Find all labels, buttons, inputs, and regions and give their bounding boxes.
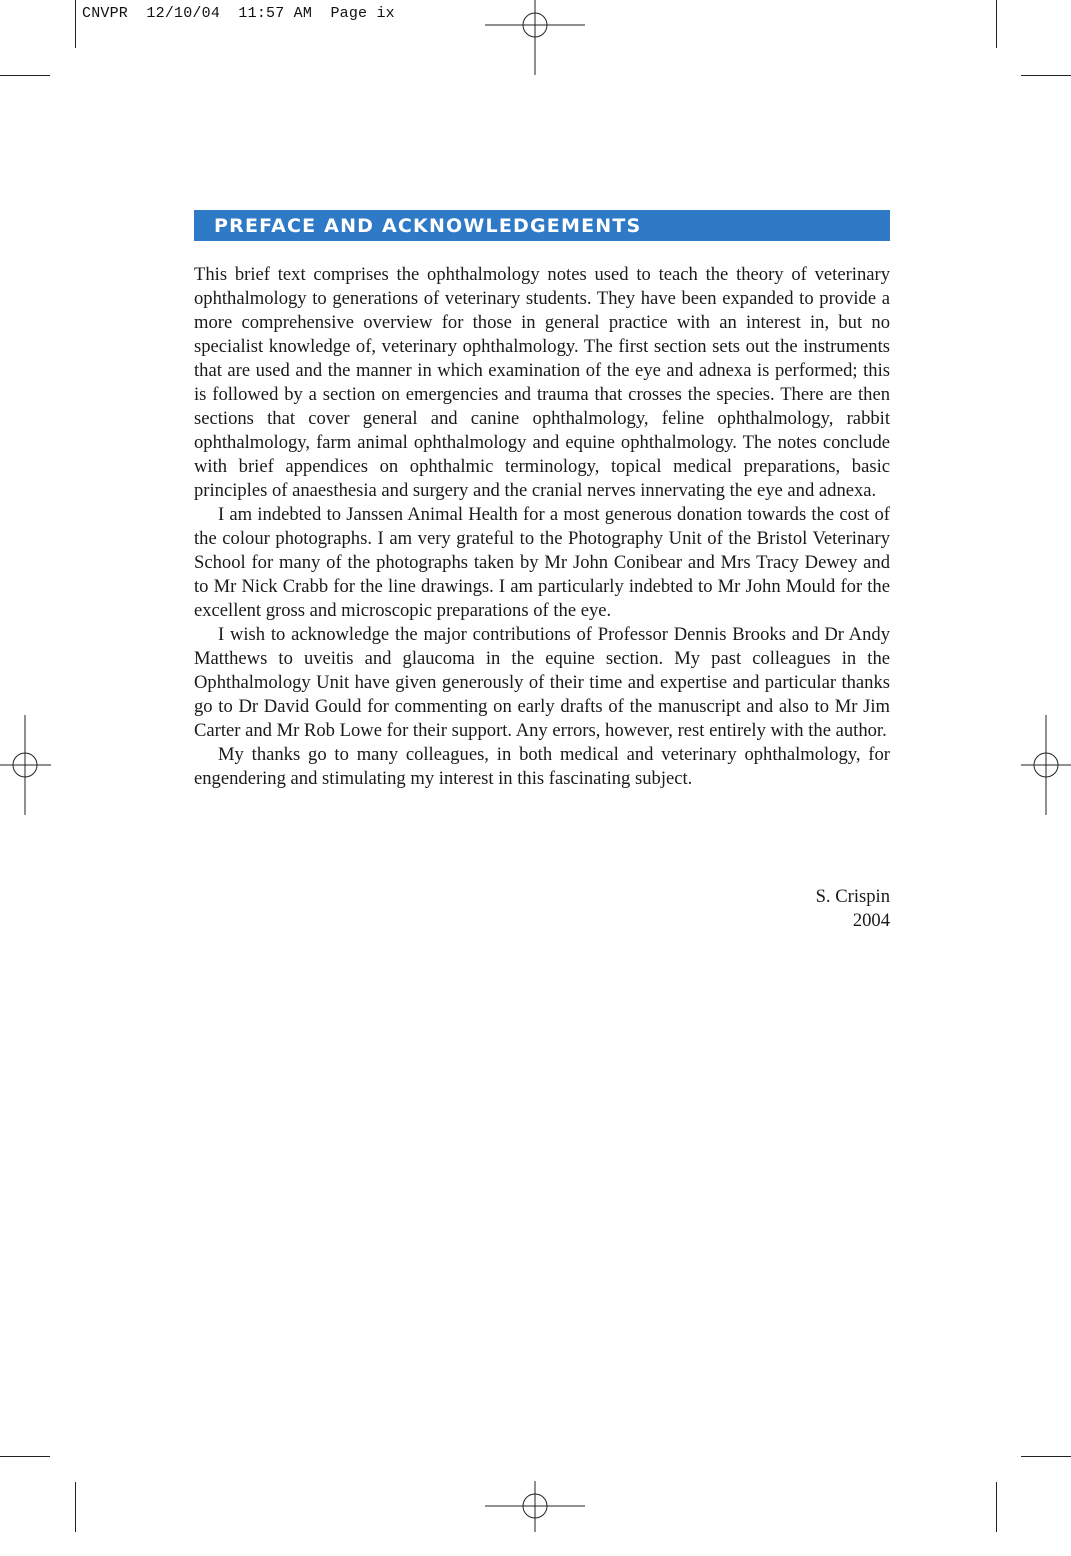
crop-mark-top-left-horizontal (0, 75, 50, 76)
author-name: S. Crispin (815, 886, 890, 907)
crop-mark-top-right-horizontal (1021, 75, 1071, 76)
registration-mark-left (0, 715, 75, 815)
signature-block (594, 885, 890, 933)
crop-mark-bottom-left-vertical (75, 1482, 76, 1532)
printer-slug: CNVPR 12/10/04 11:57 AM Page ix (82, 5, 395, 22)
paragraph: This brief text comprises the ophthalmology notes used to teach the theory of veterinary ophthalmology to generations of veterinary students. They have been expanded to provide a more comprehensive overview for those in general practice with an interest in, but no specialist knowledge of, veterinary ophthalmology. The first section sets out the instruments that are used and the manner in which examination of the eye and adnexa is performed; this is followed by a section on emergencies and trauma that crosses the species. There are then sections that cover general and canine ophthalmology, feline ophthalmology, rabbit ophthalmology, farm animal ophthalmology and equine ophthalmology. The notes conclude with brief appendices on ophthalmic terminology, topical medical preparations, basic principles of anaesthesia and surgery and the cranial nerves innervating the eye and adnexa. (194, 264, 890, 501)
section-heading: PREFACE AND ACKNOWLEDGEMENTS (214, 215, 642, 237)
paragraph: My thanks go to many colleagues, in both medical and veterinary ophthalmology, for engendering and stimulating my interest in this fascinating subject. (194, 744, 890, 789)
paragraph: I wish to acknowledge the major contributions of Professor Dennis Brooks and Dr Andy Matthews to uveitis and glaucoma in the equine section. My past colleagues in the Ophthalmology Unit have given generously of their time and expertise and particular thanks go to Dr David Gould for commenting on early drafts of the manuscript and also to Mr Jim Carter and Mr Rob Lowe for their support. Any errors, however, rest entirely with the author. (194, 624, 890, 741)
paragraph: I am indebted to Janssen Animal Health for a most generous donation towards the cost of the colour photographs. I am very grateful to the Photography Unit of the Bristol Veterinary School for many of the photographs taken by Mr John Conibear and Mrs Tracy Dewey and to Mr Nick Crabb for the line drawings. I am particularly indebted to Mr John Mould for the excellent gross and microscopic preparations of the eye. (194, 504, 890, 621)
registration-mark-bottom (485, 1456, 585, 1556)
preface-body (194, 263, 890, 791)
crop-mark-bottom-right-vertical (996, 1482, 997, 1532)
registration-mark-right (996, 715, 1071, 815)
crop-mark-bottom-left-horizontal (0, 1456, 50, 1457)
registration-mark-top (485, 0, 585, 75)
crop-mark-bottom-right-horizontal (1021, 1456, 1071, 1457)
crop-mark-top-right-vertical (996, 0, 997, 48)
section-heading-bar (194, 210, 890, 241)
signature-year: 2004 (852, 910, 890, 931)
crop-mark-top-left-vertical (75, 0, 76, 48)
